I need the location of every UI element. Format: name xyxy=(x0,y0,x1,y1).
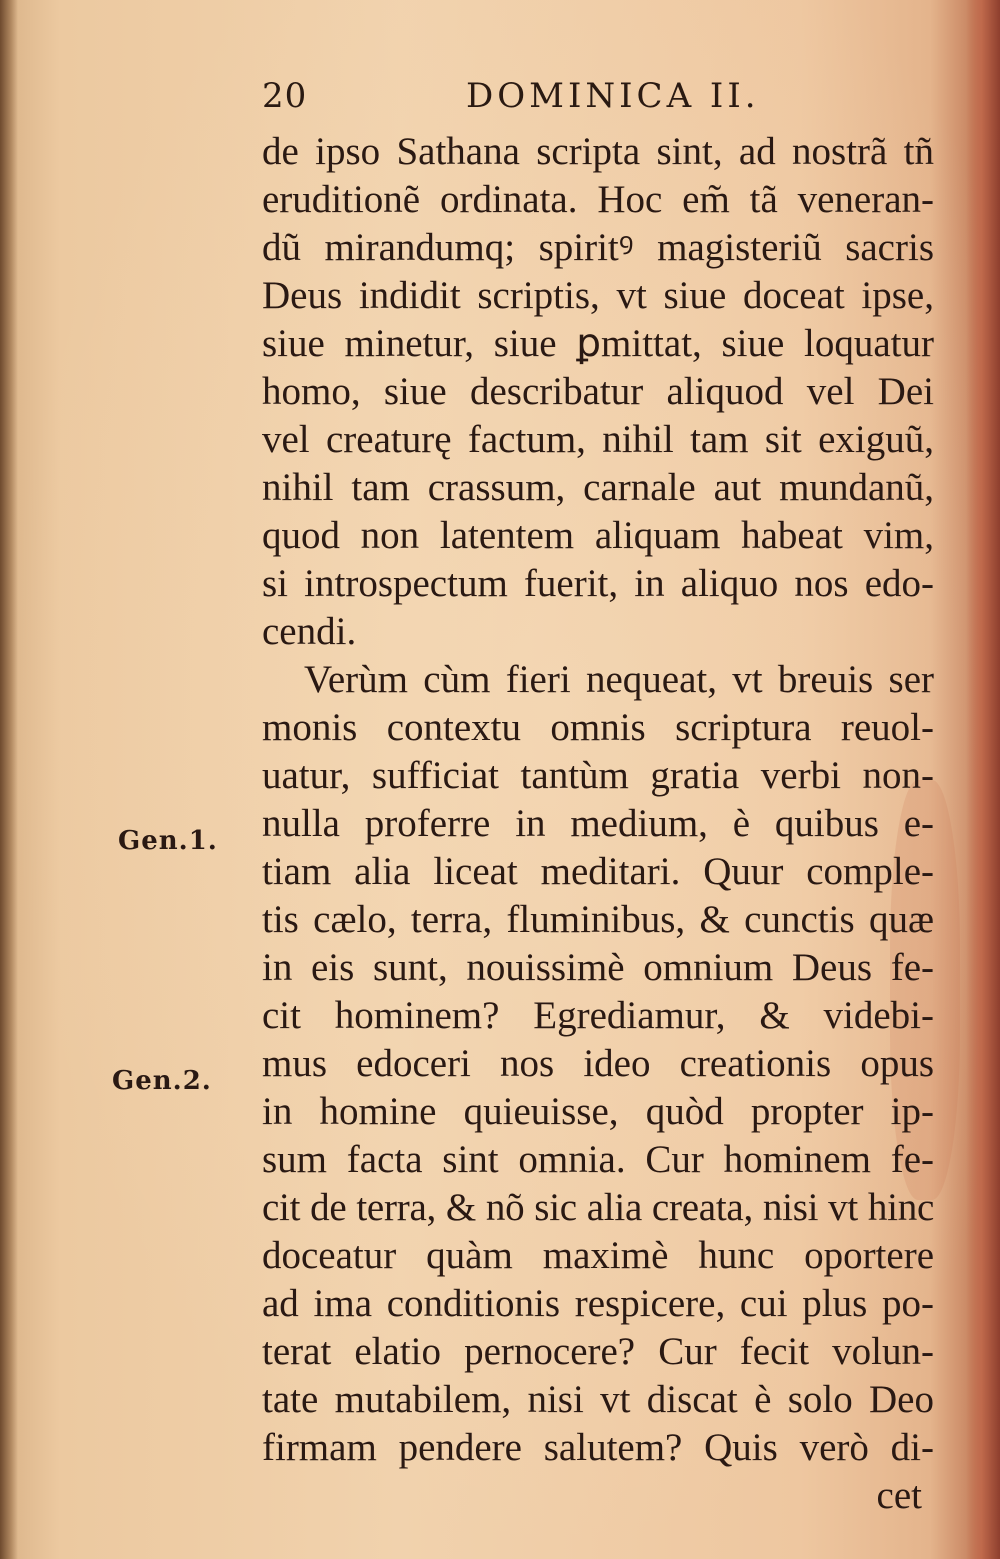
text-line: siue minetur, siue ꝑmittat, siue loquatur xyxy=(262,322,934,365)
text-line: terat elatio pernocere? Cur fecit volun- xyxy=(262,1330,934,1373)
text-line: nulla proferre in medium, è quibus e- xyxy=(262,802,934,845)
text-line: cit de terra, & nõ sic alia creata, nisi vt hinc xyxy=(262,1186,934,1229)
page-header xyxy=(262,76,802,130)
text-line: cit hominem? Egrediamur, & videbi- xyxy=(262,994,934,1037)
text-line: in eis sunt, nouissimè omnium Deus fe- xyxy=(262,946,934,989)
running-title: DOMINICA II. xyxy=(466,76,760,116)
page-edge xyxy=(966,0,1000,1559)
page-number: 20 xyxy=(262,76,308,116)
text-line: vel creaturę factum, nihil tam sit exiguũ, xyxy=(262,418,934,461)
text-line: doceatur quàm maximè hunc oportere xyxy=(262,1234,934,1277)
text-line: quod non latentem aliquam habeat vim, xyxy=(262,514,934,557)
marginal-note-gen-1: Gen.1. xyxy=(118,826,218,856)
text-line: nihil tam crassum, carnale aut mundanũ, xyxy=(262,466,934,509)
text-line: tate mutabilem, nisi vt discat è solo Deo xyxy=(262,1378,934,1421)
binding-gutter xyxy=(0,0,18,1559)
text-line: si introspectum fuerit, in aliquo nos edo- xyxy=(262,562,934,605)
paragraph-start-line: Verùm cùm fieri nequeat, vt breuis ser xyxy=(304,658,934,701)
text-line: ad ima conditionis respicere, cui plus po- xyxy=(262,1282,934,1325)
text-line: mus edoceri nos ideo creationis opus xyxy=(262,1042,934,1085)
text-line: de ipso Sathana scripta sint, ad nostrã tñ xyxy=(262,130,934,173)
text-line: firmam pendere salutem? Quis verò di- xyxy=(262,1426,934,1469)
text-line: homo, siue describatur aliquod vel Dei xyxy=(262,370,934,413)
text-line: in homine quieuisse, quòd propter ip- xyxy=(262,1090,934,1133)
text-line: monis contextu omnis scriptura reuol- xyxy=(262,706,934,749)
marginal-note-gen-2: Gen.2. xyxy=(112,1066,212,1096)
text-line: tis cælo, terra, fluminibus, & cunctis quæ xyxy=(262,898,934,941)
text-line: sum facta sint omnia. Cur hominem fe- xyxy=(262,1138,934,1181)
text-line: cendi. xyxy=(262,610,357,653)
text-line: tiam alia liceat meditari. Quur comple- xyxy=(262,850,934,893)
text-line: eruditionẽ ordinata. Hoc em̃ tã veneran- xyxy=(262,178,934,221)
body-text xyxy=(262,128,934,1520)
text-line: Deus indidit scriptis, vt siue doceat ipse, xyxy=(262,274,934,317)
text-line: uatur, sufficiat tantùm gratia verbi non- xyxy=(262,754,934,797)
catchword: cet xyxy=(876,1474,922,1517)
text-line: dũ mirandumq; spiritꝰ magisteriũ sacris xyxy=(262,226,934,269)
